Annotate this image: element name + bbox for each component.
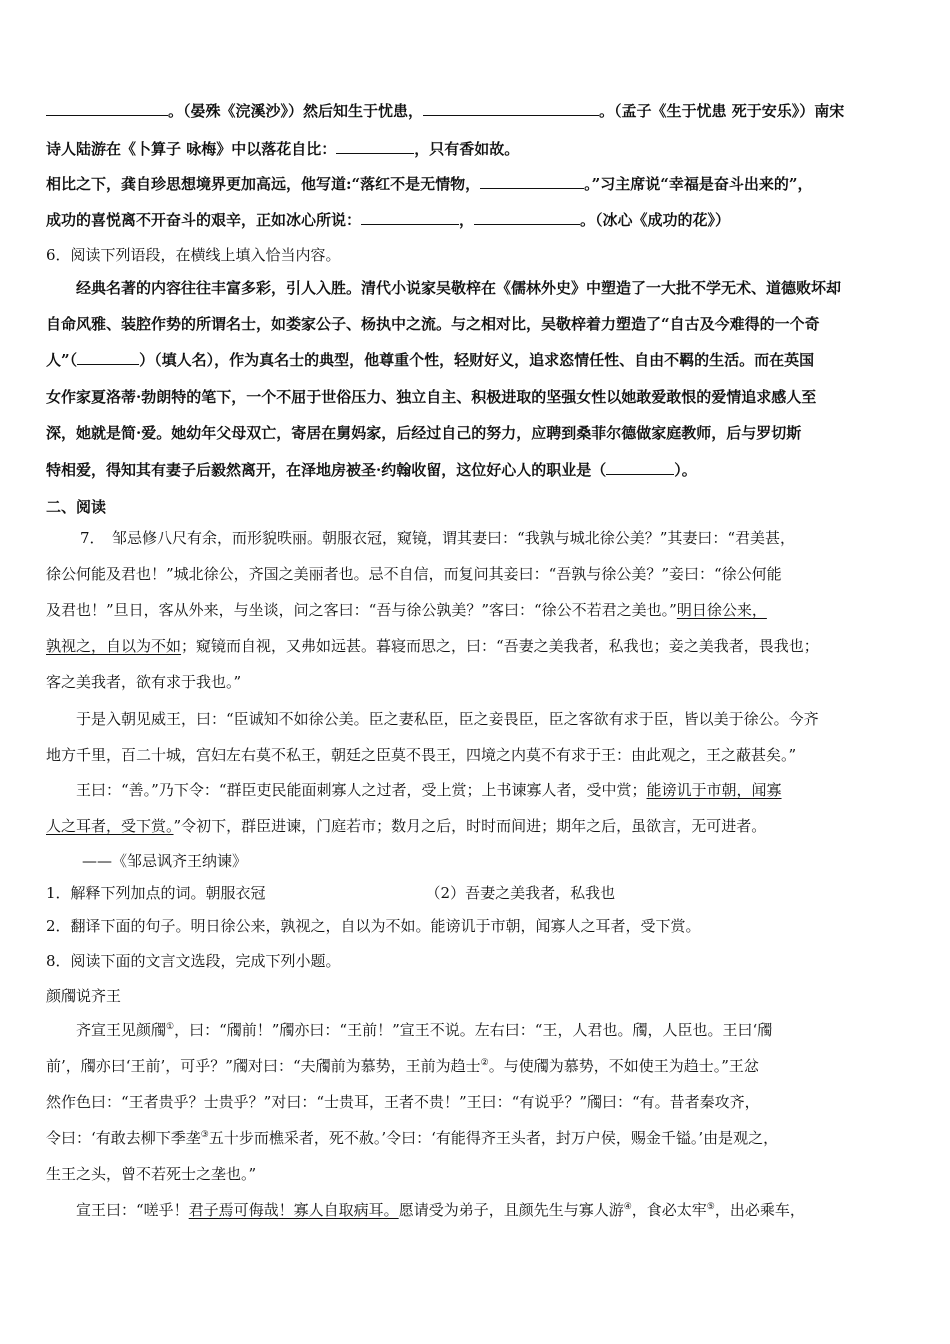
- q8-text: ，食必太牢: [631, 1201, 707, 1219]
- q8-text: ，出必乘车，: [714, 1201, 805, 1219]
- q5-text: 。（冰心《成功的花》）: [580, 211, 731, 229]
- answer-blank[interactable]: [336, 139, 414, 154]
- q6-text: ）（填人名），作为真名士的典型，他尊重个性，轻财好义，追求恣情任性、自由不羁的生活。而在英国: [139, 351, 815, 369]
- q5-line-3: [46, 173, 906, 195]
- q6-title: 6．阅读下列语段，在横线上填入恰当内容。: [46, 246, 341, 264]
- underlined-sentence: 人之耳者，受下赏。: [46, 817, 174, 835]
- underlined-sentence: 君子焉可侮哉！寡人自取病耳。: [188, 1201, 399, 1219]
- q5-text: ，: [459, 211, 475, 229]
- q7-p2-line-2: 地方千里，百二十城，宫妇左右莫不私王，朝廷之臣莫不畏王，四境之内莫不有求于王：由此观之，王之蔽甚矣。”: [46, 746, 797, 764]
- q6-line-1: 经典名著的内容往往丰富多彩，引人入胜。清代小说家吴敬梓在《儒林外史》中塑造了一大批不学无术、道德败坏却: [76, 279, 842, 297]
- q8-line-2: [46, 1055, 906, 1077]
- q7-sub-1: [46, 882, 906, 904]
- q6-text: 特相爱，得知其有妻子后毅然离开，在泽地房被圣·约翰收留，这位好心人的职业是（: [46, 461, 607, 479]
- q6-line-2: 自命风雅、装腔作势的所谓名士，如娄家公子、杨执中之流。与之相对比，吴敬梓着力塑造了“自古及今难得的一个奇: [46, 315, 820, 333]
- q6-line-4: 女作家夏洛蒂·勃朗特的笔下，一个不屈于世俗压力、独立自主、积极进取的坚强女性以她敢爱敢恨的爱情追求感人至: [46, 388, 817, 406]
- q5-line-2: [46, 138, 906, 160]
- q5-text: ，只有香如故。: [414, 140, 520, 158]
- answer-blank[interactable]: [474, 210, 580, 225]
- q7-p2-line-1: 于是入朝见威王，曰：“臣诚知不如徐公美。臣之妻私臣，臣之妾畏臣，臣之客欲有求于臣，皆以美于徐公。今齐: [76, 710, 819, 728]
- q8-line-1: [76, 1019, 906, 1041]
- q6-line-6: [46, 459, 906, 481]
- q8-heading: 颜斶说齐王: [46, 987, 122, 1005]
- underlined-sentence: 孰视之，自以为不如: [46, 637, 182, 655]
- q6-line-3: [46, 349, 906, 371]
- q8-text: 前’，斶亦曰‘王前’，可乎？”斶对曰：“夫斶前为慕势，王前为趋士: [46, 1057, 481, 1075]
- answer-blank[interactable]: [606, 460, 674, 475]
- q5-text: 相比之下，龚自珍思想境界更加高远，他写道:“落红不是无情物，: [46, 175, 481, 193]
- q8-title: 8．阅读下面的文言文选段，完成下列小题。: [46, 952, 341, 970]
- q8-line-6: [76, 1199, 906, 1221]
- q5-text: 。”习主席说“幸福是奋斗出来的”，: [584, 175, 813, 193]
- q7-sub-2: 2．翻译下面的句子。明日徐公来，孰视之，自以为不如。能谤讥于市朝，闻寡人之耳者，受下赏。: [46, 917, 701, 935]
- q6-text: 人”（: [46, 351, 78, 369]
- q8-line-3: 然作色曰：“王者贵乎？士贵乎？”对曰：“士贵耳，王者不贵！”王曰：“有说乎？”斶曰：“有。昔者秦攻齐，: [46, 1093, 760, 1111]
- answer-blank[interactable]: [361, 210, 459, 225]
- q7-text: 王曰：“善。”乃下令：“群臣吏民能面刺寡人之过者，受上赏；上书谏寡人者，受中赏；: [76, 781, 647, 799]
- q8-text: 五十步而樵采者，死不赦。’令曰：‘有能得齐王头者，封万户侯，赐金千镒。’由是观之，: [208, 1129, 779, 1147]
- q8-text: ，曰：“斶前！”斶亦曰：“王前！”宣王不说。左右曰：“王，人君也。斶，人臣也。王曰‘斶: [174, 1021, 773, 1039]
- q7-p3-line-2: [46, 815, 906, 837]
- q5-text: 。（孟子《生于忧患 死于安乐》）南宋: [599, 102, 845, 120]
- q8-text: 齐宣王见颜斶: [76, 1021, 167, 1039]
- q7-p1-line-1: 7． 邹忌修八尺有余，而形貌昳丽。朝服衣冠，窥镜，谓其妻曰：“我孰与城北徐公美？”其妻曰：“君美甚，: [80, 529, 796, 547]
- underlined-sentence: 能谤讥于市朝，闻寡: [646, 781, 782, 799]
- underlined-sentence: 明日徐公来，: [676, 601, 767, 619]
- q5-text: 诗人陆游在《卜算子 咏梅》中以落花自比：: [46, 140, 337, 158]
- q5-text: 成功的喜悦离不开奋斗的艰辛，正如冰心所说：: [46, 211, 362, 229]
- footnote-mark: ③: [200, 1130, 209, 1140]
- q7-p1-line-4: [46, 635, 906, 657]
- footnote-mark: ①: [166, 1022, 175, 1032]
- q7-text: 及君也！”旦日，客从外来，与坐谈，问之客曰：“吾与徐公孰美？”客曰：“徐公不若君之美也。”: [46, 601, 677, 619]
- q7-text: ”令初下，群臣进谏，门庭若市；数月之后，时时而间进；期年之后，虽欲言，无可进者。: [173, 817, 767, 835]
- q6-text: ）。: [674, 461, 697, 479]
- q7-p1-line-5: 客之美我者，欲有求于我也。”: [46, 673, 242, 691]
- q8-line-5: 生王之头，曾不若死士之垄也。”: [46, 1165, 257, 1183]
- answer-blank[interactable]: [423, 101, 599, 116]
- q7-p1-line-3: [46, 599, 906, 621]
- answer-blank[interactable]: [46, 101, 168, 116]
- q7-p3-line-1: [76, 779, 906, 801]
- q6-line-5: 深，她就是简·爱。她幼年父母双亡，寄居在舅妈家，后经过自己的努力，应聘到桑菲尔德做家庭教师，后与罗切斯: [46, 424, 802, 442]
- q8-text: 。与使斶为慕势，不如使王为趋士。”王忿: [488, 1057, 759, 1075]
- q7-sub1-text: 1．解释下列加点的词。朝服衣冠: [46, 884, 266, 902]
- q7-sub1-text: （2）吾妻之美我者，私我也: [425, 884, 616, 902]
- answer-blank[interactable]: [77, 350, 139, 365]
- q8-text: 愿请受为弟子，且颜先生与寡人游: [398, 1201, 624, 1219]
- answer-blank[interactable]: [480, 174, 584, 189]
- q5-line-1: [46, 100, 906, 122]
- section-title: 二、阅读: [46, 498, 107, 516]
- q8-text: 宣王曰：“嗟乎！: [76, 1201, 189, 1219]
- q5-text: 。（晏殊《浣溪沙》）然后知生于忧患，: [168, 102, 424, 120]
- q5-line-4: [46, 209, 906, 231]
- q7-text: ；窥镜而自视，又弗如远甚。暮寝而思之，曰：“吾妻之美我者，私我也；妾之美我者，畏我也；: [181, 637, 819, 655]
- q7-p1-line-2: 徐公何能及君也！”城北徐公，齐国之美丽者也。忌不自信，而复问其妾曰：“吾孰与徐公美？”妾曰：“徐公何能: [46, 565, 782, 583]
- footnote-mark: ②: [480, 1058, 489, 1068]
- q7-source: ——《邹忌讽齐王纳谏》: [82, 852, 248, 870]
- footnote-mark: ④: [623, 1202, 632, 1212]
- q8-text: 令曰：‘有敢去柳下季垄: [46, 1129, 201, 1147]
- q8-line-4: [46, 1127, 906, 1149]
- footnote-mark: ⑤: [706, 1202, 715, 1212]
